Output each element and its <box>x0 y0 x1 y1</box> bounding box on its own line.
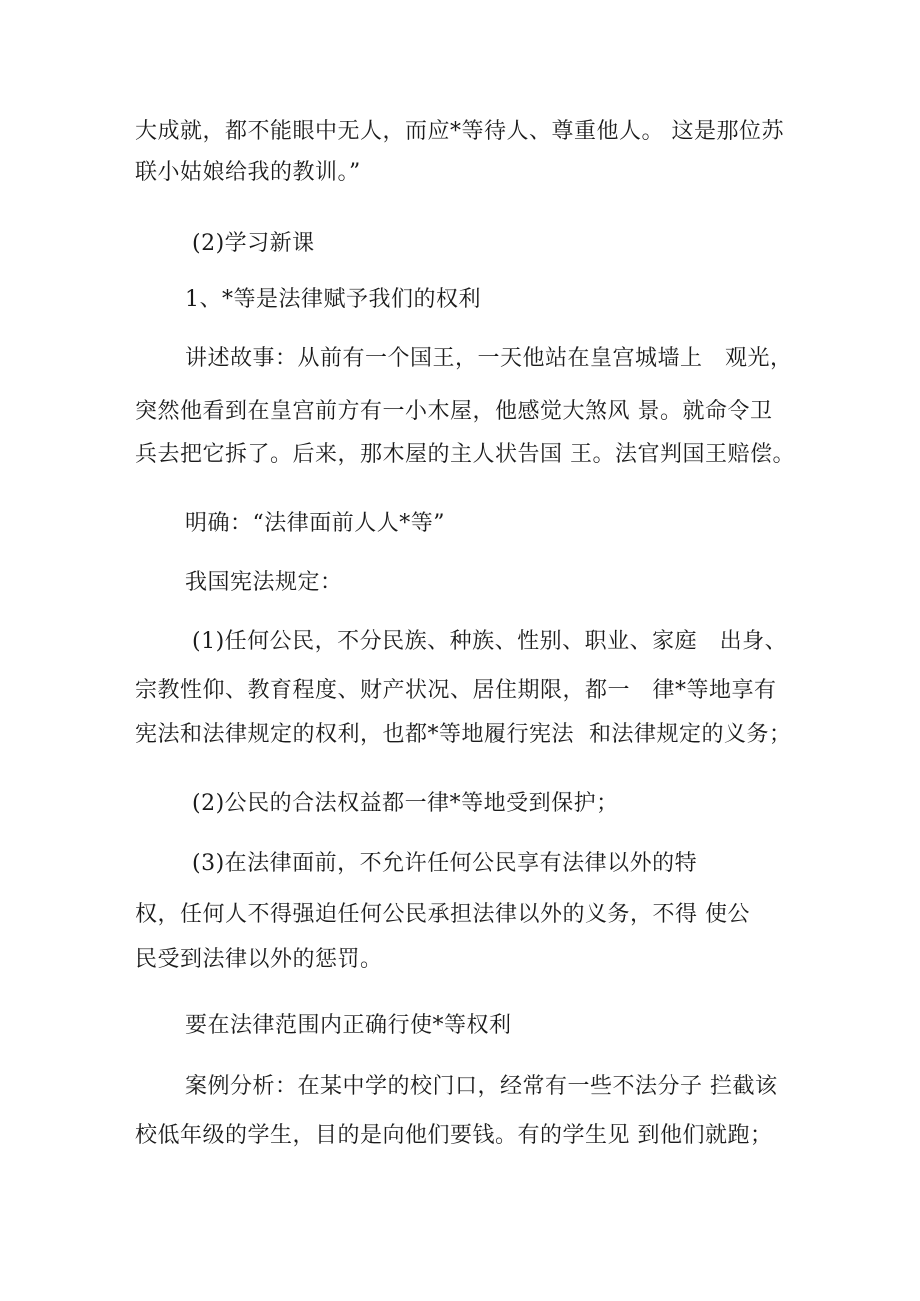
paragraph-line: 校低年级的学生，目的是向他们要钱。有的学生见 到他们就跑； <box>135 1123 773 1148</box>
paragraph-line: 突然他看到在皇宫前方有一小木屋，他感觉大煞风 景。就命令卫 <box>135 399 773 424</box>
paragraph-line: 兵去把它拆了。后来，那木屋的主人状告国 王。法官判国王赔偿。 <box>135 442 795 467</box>
paragraph-line: 要在法律范围内正确行使*等权利 <box>185 1013 512 1038</box>
paragraph-line: 联小姑娘给我的教训。” <box>135 160 361 185</box>
paragraph-line: 讲述故事：从前有一个国王，一天他站在皇宫城墙上 观光， <box>185 346 793 371</box>
list-item-line: 宗教性仰、教育程度、财产状况、居住期限，都一 律*等地享有 <box>135 678 777 703</box>
paragraph-line: 我国宪法规定： <box>185 570 343 595</box>
list-item-line: 民受到法律以外的惩罚。 <box>135 947 383 972</box>
list-item-line: 宪法和法律规定的权利，也都*等地履行宪法 和法律规定的义务； <box>135 722 792 747</box>
section-heading: (2)学习新课 <box>192 231 315 256</box>
paragraph-line: 案例分析：在某中学的校门口，经常有一些不法分子 拦截该 <box>185 1074 778 1099</box>
list-item-line: 权，任何人不得强迫任何公民承担法律以外的义务，不得 使公 <box>135 902 750 927</box>
subsection-heading: 1、*等是法律赋予我们的权利 <box>185 287 481 312</box>
list-item-line: (3)在法律面前，不允许任何公民享有法律以外的特 <box>192 851 698 876</box>
paragraph-line: 大成就，都不能眼中无人，而应*等待人、尊重他人。 这是那位苏 <box>135 119 784 144</box>
list-item-line: (2)公民的合法权益都一律*等地受到保护； <box>192 791 619 816</box>
paragraph-line: 明确：“法律面前人人*等” <box>185 511 445 536</box>
list-item-line: (1)任何公民，不分民族、种族、性别、职业、家庭 出身、 <box>192 629 788 654</box>
